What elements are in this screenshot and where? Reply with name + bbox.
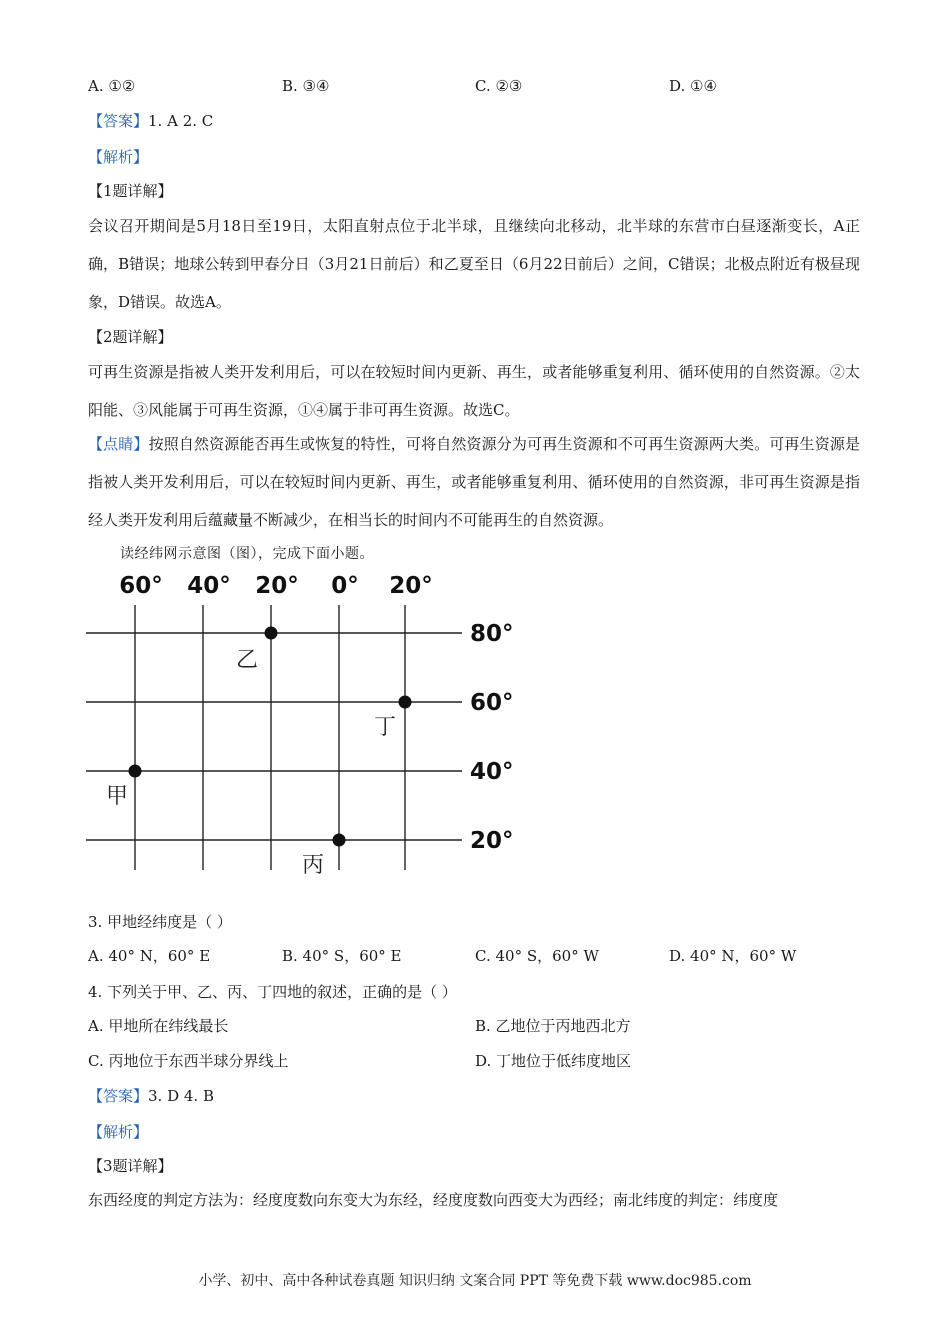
latitude-label: 40° [470, 759, 514, 785]
tip-paragraph [88, 425, 860, 539]
q12-options [88, 76, 868, 96]
option-a: A. ①② [88, 77, 136, 95]
footer: 小学、初中、高中各种试卷真题 知识归纳 文案合同 PPT 等免费下载 www.doc985.com [198, 1273, 752, 1289]
detail2-text: 可再生资源是指被人类开发利用后，可以在较短时间内更新、再生，或者能够重复利用、循环使用的自然资源。②太阳能、③风能属于可再生资源，①④属于非可再生资源。故选C。 [88, 363, 860, 419]
latitude-label: 20° [470, 828, 514, 854]
answer-line-12 [88, 111, 213, 131]
q4-options-row2 [88, 1051, 868, 1071]
answer-text-34: 3. D 4. B [148, 1087, 214, 1105]
analysis-heading: 【解析】 [88, 148, 149, 166]
analysis-heading-34: 【解析】 [88, 1123, 149, 1141]
longitude-label: 20° [389, 573, 433, 599]
q3-option-c: C. 40° S，60° W [475, 947, 599, 965]
location-point [333, 834, 346, 847]
tip-text: 按照自然资源能否再生或恢复的特性，可将自然资源分为可再生资源和不可再生资源两大类。可再生资源是指被人类开发利用后，可以在较短时间内更新、再生，或者能够重复利用、循环使用的自然资源，非可再生资源是指经人类开发利用后蕴藏量不断减少，在相当长的时间内不可能再生的自然资源。 [88, 435, 860, 529]
map-intro: 读经纬网示意图（图），完成下面小题。 [120, 546, 374, 562]
longitude-label: 60° [119, 573, 163, 599]
location-label: 甲 [105, 784, 129, 809]
q4-options-row1 [88, 1016, 868, 1036]
detail3-heading: 【3题详解】 [88, 1157, 173, 1175]
location-label: 丙 [301, 853, 325, 875]
tip-tag: 【点睛】 [88, 435, 149, 453]
location-point [399, 696, 412, 709]
q3-options [88, 946, 868, 966]
answer-tag: 【答案】 [88, 112, 149, 130]
location-point [129, 765, 142, 778]
detail1-text: 会议召开期间是5月18日至19日，太阳直射点位于北半球，且继续向北移动，北半球的东营市白昼逐渐变长，A正确，B错误；地球公转到甲春分日（3月21日前后）和乙夏至日（6月22日前后）之间，C错误；北极点附近有极昼现象，D错误。故选A。 [88, 217, 860, 311]
option-b: B. ③④ [282, 77, 330, 95]
answer-text: 1. A 2. C [148, 112, 214, 130]
answer-line-34 [88, 1086, 214, 1106]
latitude-label: 60° [470, 690, 514, 716]
longitude-label: 0° [331, 573, 359, 599]
latitude-label: 80° [470, 621, 514, 647]
longitude-label: 40° [187, 573, 231, 599]
detail1-heading: 【1题详解】 [88, 182, 173, 200]
location-point [265, 627, 278, 640]
q4-option-a: A. 甲地所在纬线最长 [88, 1017, 229, 1035]
location-label: 乙 [235, 648, 259, 673]
longitude-label: 20° [255, 573, 299, 599]
q4-option-d: D. 丁地位于低纬度地区 [475, 1052, 632, 1070]
detail2-heading: 【2题详解】 [88, 328, 173, 346]
q3-option-b: B. 40° S，60° E [282, 947, 402, 965]
q3-option-d: D. 40° N，60° W [669, 947, 797, 965]
q4-option-b: B. 乙地位于丙地西北方 [475, 1017, 631, 1035]
q4-option-c: C. 丙地位于东西半球分界线上 [88, 1052, 289, 1070]
location-label: 丁 [373, 715, 397, 740]
q4-stem: 4. 下列关于甲、乙、丙、丁四地的叙述，正确的是（ ） [88, 983, 457, 1001]
option-c: C. ②③ [475, 77, 523, 95]
option-d: D. ①④ [669, 77, 717, 95]
graticule-map [80, 565, 540, 875]
q3-stem: 3. 甲地经纬度是（ ） [88, 913, 232, 931]
answer-tag-34: 【答案】 [88, 1087, 149, 1105]
detail3-text: 东西经度的判定方法为：经度度数向东变大为东经，经度度数向西变大为西经；南北纬度的判定：纬度度 [88, 1191, 779, 1209]
q3-option-a: A. 40° N，60° E [88, 947, 211, 965]
